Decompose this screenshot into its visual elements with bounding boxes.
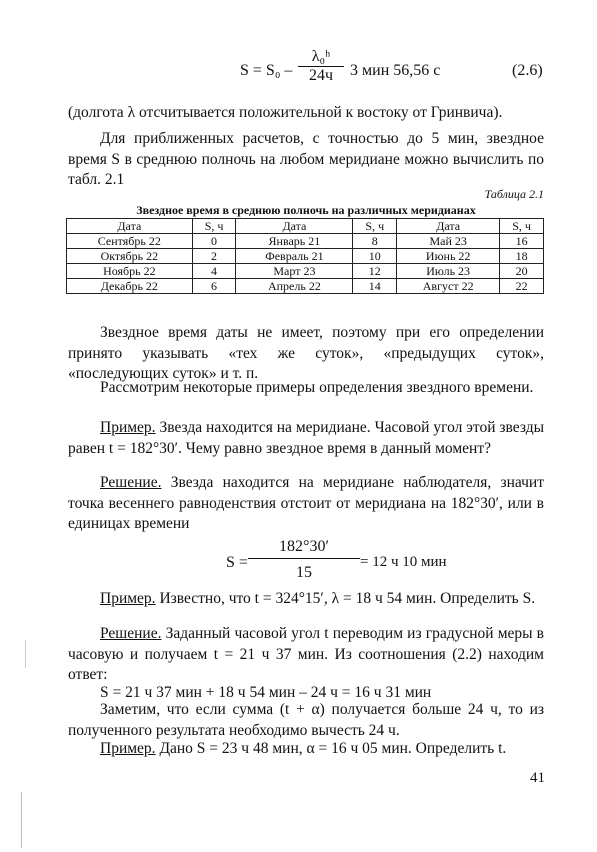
paragraph-no-date: Звездное время даты не имеет, поэтому при его определении принято указывать «тех же суток», «предыдущих суток», «последующих суток» и т. п. [68, 324, 544, 382]
example-text: Дано S = 23 ч 48 мин, α = 16 ч 05 мин. Определить t. [155, 740, 507, 757]
table-cell: 20 [500, 264, 544, 279]
table-cell: 10 [353, 249, 397, 264]
table-row [67, 279, 544, 294]
table-row [67, 264, 544, 279]
paragraph-note: Заметим, что если сумма (t + α) получается больше 24 ч, то из полученного результата необходимо вычесть 24 ч. [68, 701, 544, 739]
solution-1 [68, 473, 544, 535]
example-text: Известно, что t = 324°15′, λ = 18 ч 54 мин. Определить S. [155, 590, 536, 607]
formula-numerator: 182°30′ [279, 538, 329, 555]
formula-rhs: = 12 ч 10 мин [360, 554, 447, 570]
page-number: 41 [530, 770, 545, 786]
table-cell: 18 [500, 249, 544, 264]
example-text: Звезда находится на меридиане. Часовой угол этой звезды равен t = 182°30′. Чему равно звездное время в данный момент? [68, 419, 544, 457]
table-cell: Март 23 [236, 264, 353, 279]
table-cell: Декабрь 22 [67, 279, 193, 294]
formula-tail: 3 мин 56,56 с [350, 62, 441, 79]
table-cell: 0 [192, 234, 236, 249]
table-cell: 22 [500, 279, 544, 294]
paragraph-intro: Для приближенных расчетов, с точностью до 5 мин, звездное время S в среднюю полночь на любом меридиане можно вычислить по табл. 2.1 [68, 130, 544, 188]
table-cell: 4 [192, 264, 236, 279]
solution-text: Звезда находится на меридиане наблюдателя, значит точка весеннего равноденствия отстоит от меридиана на 182°30′, или в единицах времени [68, 474, 544, 532]
column-header: S, ч [500, 219, 544, 234]
example-label: Пример. [100, 590, 156, 607]
example-label: Пример. [100, 740, 156, 757]
table-cell: 2 [192, 249, 236, 264]
example-2 [68, 589, 544, 610]
formula-fraction [298, 48, 344, 85]
table-cell: 12 [353, 264, 397, 279]
table-cell: Май 23 [397, 234, 500, 249]
column-header: Дата [67, 219, 193, 234]
formula-denominator: 24ч [308, 67, 334, 84]
table-cell: Январь 21 [236, 234, 353, 249]
table-caption: Таблица 2.1 [484, 187, 544, 201]
solution-2 [68, 624, 544, 686]
sidereal-time-table [66, 218, 544, 294]
answer-line: S = 21 ч 37 мин + 18 ч 54 мин – 24 ч = 16 ч 31 мин [100, 684, 432, 701]
table-cell: Июнь 22 [397, 249, 500, 264]
formula-fraction [248, 538, 360, 582]
example-label: Пример. [100, 419, 156, 436]
table-cell: 16 [500, 234, 544, 249]
solution-label: Решение. [100, 625, 162, 642]
solution-text: Заданный часовой угол t переводим из градусной меры в часовую и получаем t = 21 ч 37 мин. Из соотношения (2.2) находим ответ: [68, 625, 544, 683]
formula-numerator: λ₀ʰ [311, 48, 331, 65]
table-header-row [67, 219, 544, 234]
table-cell: Июль 23 [397, 264, 500, 279]
example-3 [68, 739, 544, 760]
example-1 [68, 418, 544, 459]
formula-2-6 [240, 48, 550, 98]
table-cell: Ноябрь 22 [67, 264, 193, 279]
column-header: Дата [397, 219, 500, 234]
table-cell: Октябрь 22 [67, 249, 193, 264]
table-cell: Февраль 21 [236, 249, 353, 264]
table-title: Звездное время в среднюю полночь на различных меридианах [136, 203, 476, 217]
equation-number: (2.6) [512, 62, 543, 79]
margin-mark [21, 792, 22, 848]
formula-lhs: S = S₀ – [240, 62, 293, 79]
formula-lhs: S = [226, 554, 248, 571]
table-cell: Сентябрь 22 [67, 234, 193, 249]
column-header: Дата [236, 219, 353, 234]
table-cell: 8 [353, 234, 397, 249]
paragraph-longitude: (долгота λ отсчитывается положительной к востоку от Гринвича). [68, 104, 503, 121]
column-header: S, ч [192, 219, 236, 234]
formula-sidereal-time [226, 538, 466, 588]
table-cell: 6 [192, 279, 236, 294]
table-row [67, 234, 544, 249]
formula-denominator: 15 [296, 564, 312, 581]
table-row [67, 249, 544, 264]
table-cell: 14 [353, 279, 397, 294]
column-header: S, ч [353, 219, 397, 234]
table-cell: Август 22 [397, 279, 500, 294]
paragraph-examples: Рассмотрим некоторые примеры определения звездного времени. [100, 379, 534, 396]
table-cell: Апрель 22 [236, 279, 353, 294]
solution-label: Решение. [100, 474, 162, 491]
margin-mark [25, 640, 26, 668]
